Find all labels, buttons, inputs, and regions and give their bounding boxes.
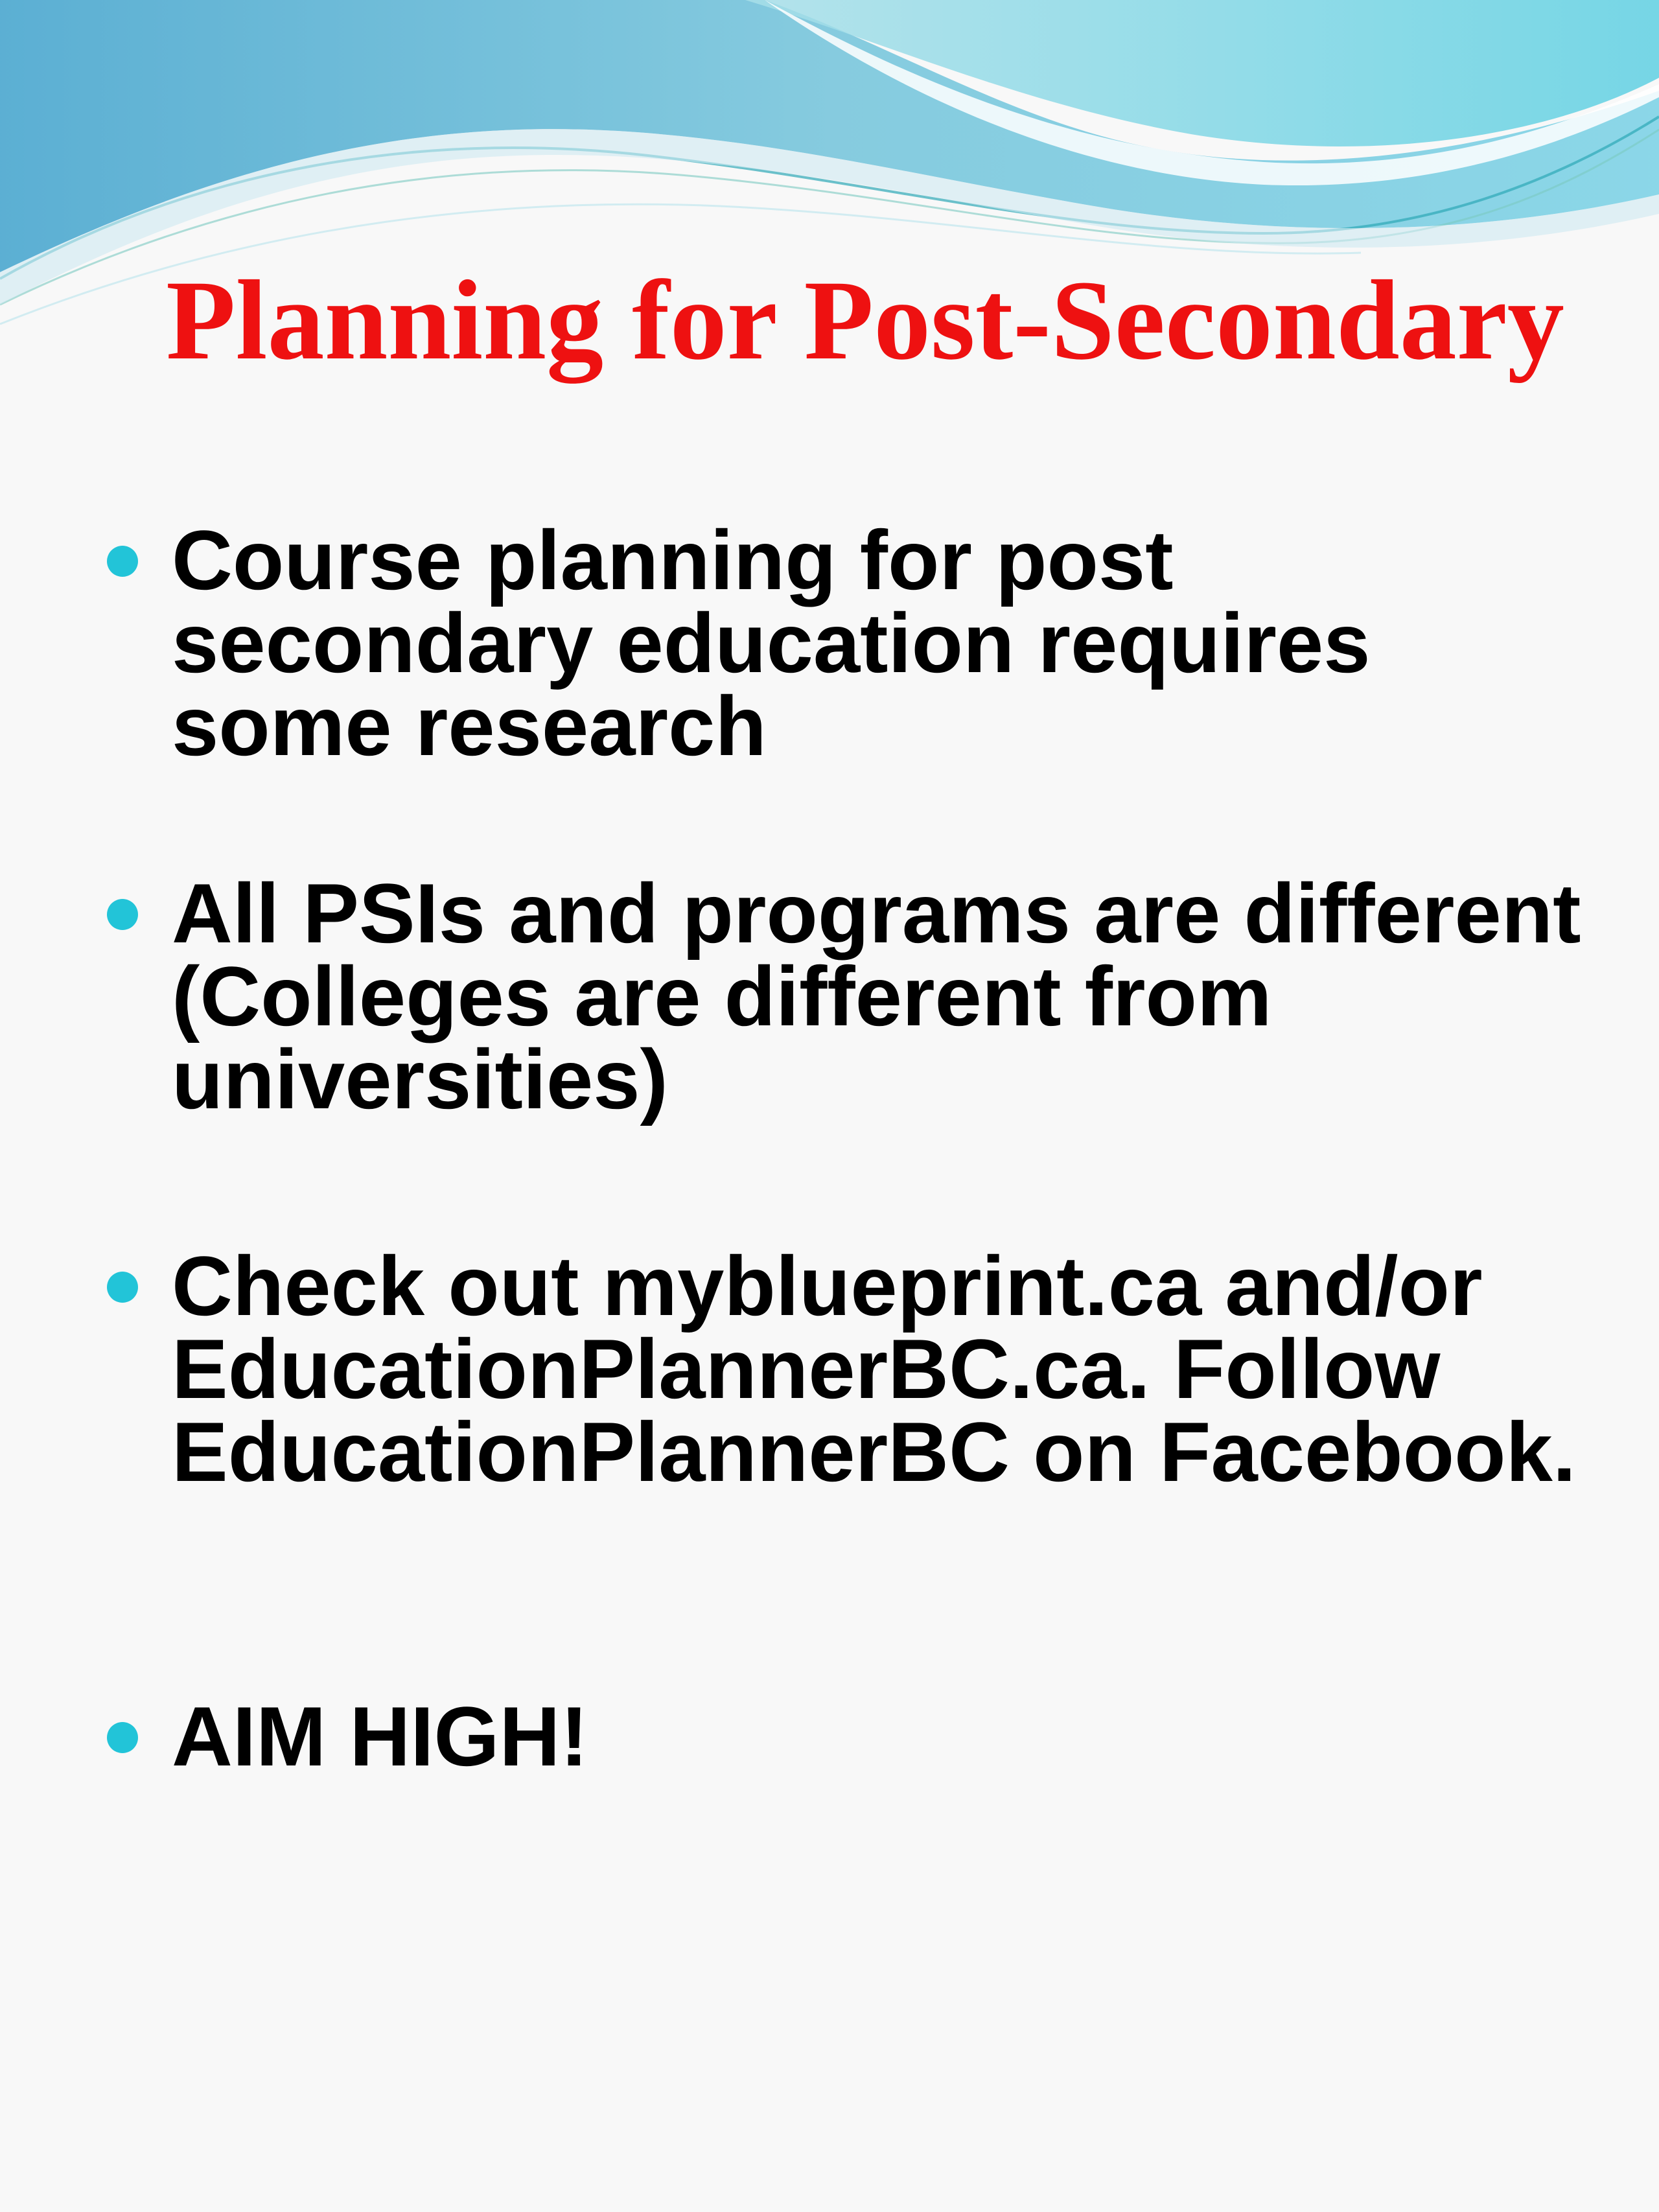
bullet-text: Check out myblueprint.ca and/or EducationPlannerBC.ca. Follow EducationPlannerBC on Facebook. xyxy=(172,1239,1576,1499)
bullet-text: Course planning for post secondary education requires some research xyxy=(172,513,1371,773)
bullet-dot-icon xyxy=(107,1722,138,1753)
bullet-text: AIM HIGH! xyxy=(172,1689,588,1784)
bullet-dot-icon xyxy=(107,546,138,577)
bullet-item xyxy=(172,866,1597,1126)
bullet-item xyxy=(172,1689,1597,1784)
bullet-dot-icon xyxy=(107,1272,138,1303)
bullet-item xyxy=(172,1239,1597,1499)
bullet-dot-icon xyxy=(107,899,138,930)
bullet-item xyxy=(172,513,1597,773)
slide-title: Planning for Post-Secondary xyxy=(166,257,1564,384)
bullet-text: All PSIs and programs are different (Colleges are different from universities) xyxy=(172,866,1581,1126)
